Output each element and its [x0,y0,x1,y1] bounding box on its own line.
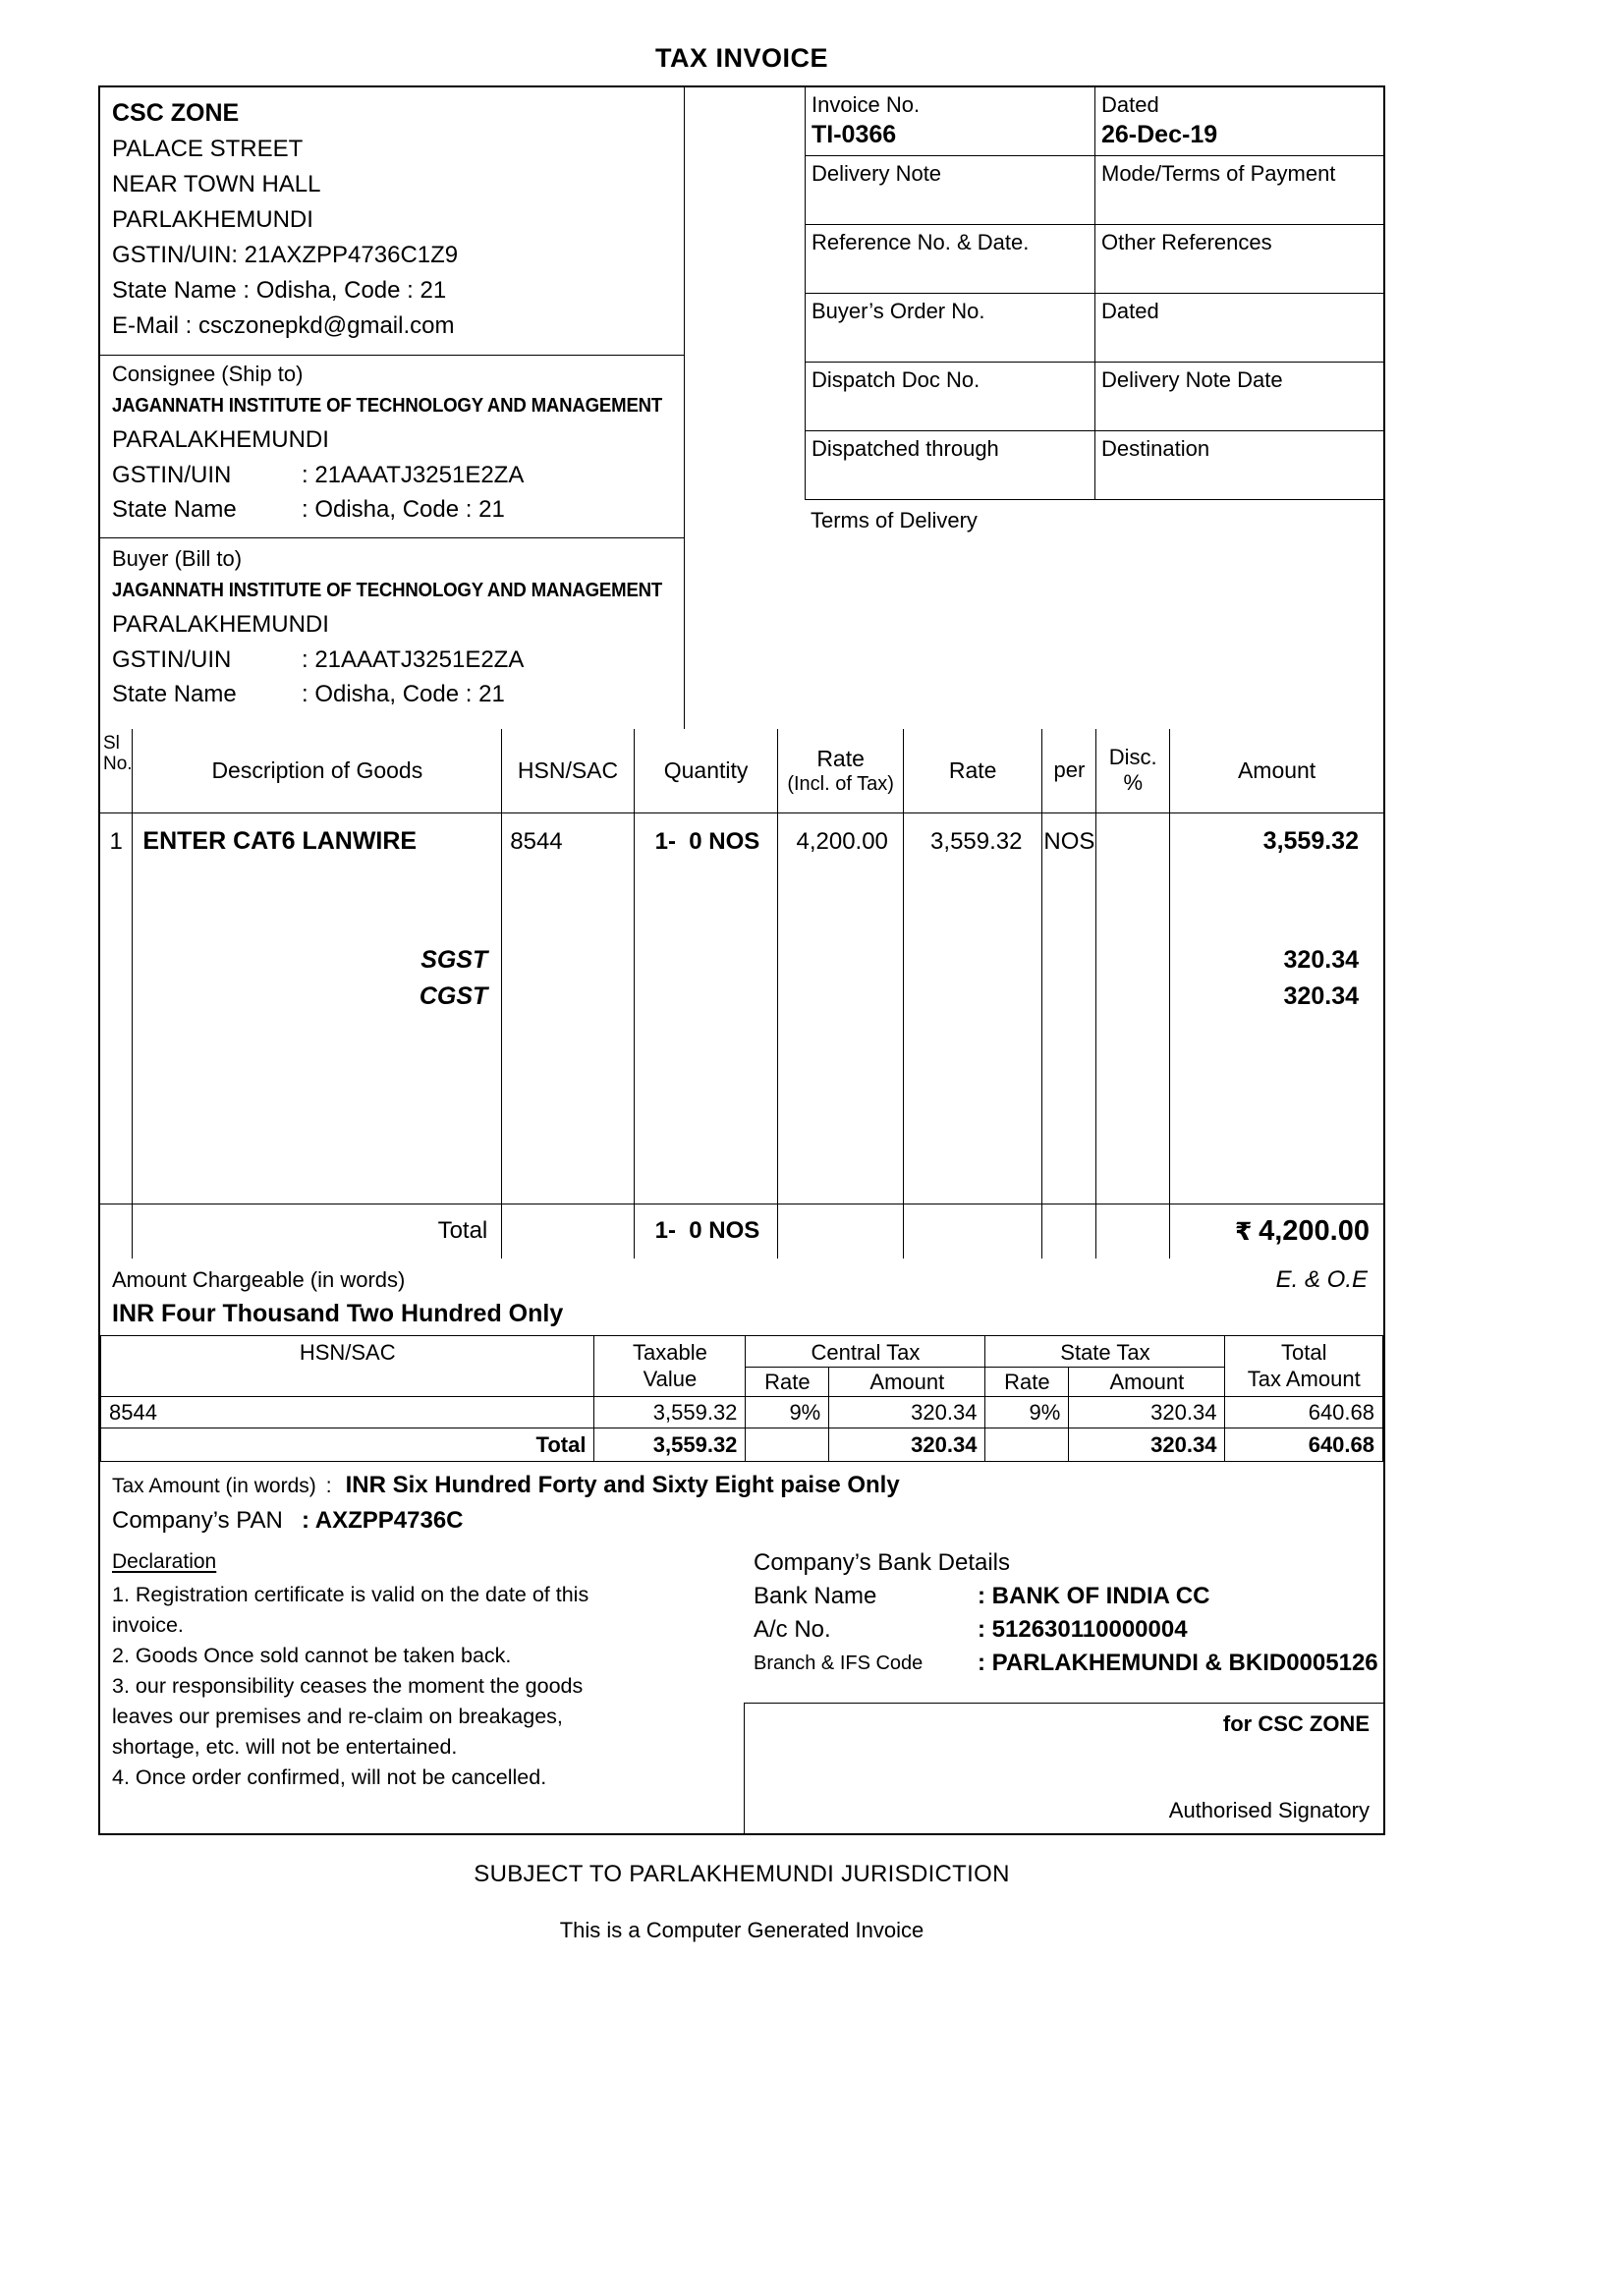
state-amount-header: Amount [1069,1368,1225,1397]
seller-gstin: GSTIN/UIN: 21AXZPP4736C1Z9 [112,242,459,268]
payment-terms-label: Mode/Terms of Payment [1101,161,1336,186]
central-amount-header: Amount [829,1368,985,1397]
eoe-note: E. & O.E [1275,1266,1368,1293]
dated-value: 26-Dec-19 [1101,121,1218,148]
consignee-city: PARALAKHEMUNDI [112,426,329,453]
top-gap [685,87,805,729]
description-header: Description of Goods [133,729,502,812]
state-rate: 9% [985,1397,1069,1428]
tax-line-name: SGST [420,945,488,974]
amount-chargeable-section [100,1259,1383,1335]
tax-words-section: Tax Amount (in words) : INR Six Hundred Forty and Sixty Eight paise Only Company’s PAN : AXZPP4736C [112,1472,900,1534]
per-header: per [1042,729,1096,812]
delivery-note-date-label: Delivery Note Date [1101,367,1283,392]
central-tax-header: Central Tax [746,1336,985,1368]
account-no-row: A/c No. : 512630110000004 [754,1616,1188,1643]
tax-hsn: 8544 [101,1397,594,1428]
dispatch-doc-label: Dispatch Doc No. [812,367,980,392]
state-amount: 320.34 [1069,1397,1225,1428]
item-rate: 3,559.32 [903,812,1042,1204]
buyer-state-label: State Name [112,681,237,707]
tax-summary-table [100,1335,1383,1462]
hsn-header: HSN/SAC [502,729,635,812]
rate-header: Rate [903,729,1042,812]
tax-line-name: CGST [419,981,488,1010]
declaration-item: 1. Registration certificate is valid on the date of this invoice. [112,1583,589,1637]
total-tax-header: Total Tax Amount [1225,1336,1383,1397]
consignee-gstin-value: : 21AAATJ3251E2ZA [302,462,525,488]
jurisdiction-note: SUBJECT TO PARLAKHEMUNDI JURISDICTION [474,1861,1010,1887]
consignee-state-value: : Odisha, Code : 21 [302,496,505,523]
buyer-gstin-row [112,643,672,677]
taxable-value-header: Taxable Value [594,1336,746,1397]
tax-total-row: Total 3,559.32 320.34 320.34 640.68 [101,1428,1383,1462]
other-references-label: Other References [1101,230,1272,254]
order-dated-label: Dated [1101,299,1159,323]
items-table [100,729,1383,1259]
amount-chargeable-label: Amount Chargeable (in words) [112,1267,406,1292]
buyer-block [100,538,684,729]
dispatched-through-label: Dispatched through [812,436,999,461]
page-title: TAX INVOICE [654,43,829,73]
taxable-value: 3,559.32 [594,1397,746,1428]
item-sl: 1 [109,827,123,855]
address-column [100,87,685,729]
tax-amount-words-label: Tax Amount (in words) [112,1475,316,1497]
consignee-name: JAGANNATH INSTITUTE OF TECHNOLOGY AND MANAGEMENT [112,395,663,417]
signature-box [744,1703,1383,1833]
grand-total-amount: 4,200.00 [1259,1214,1370,1247]
reference-label: Reference No. & Date. [812,230,1030,254]
item-amount: 3,559.32 [1262,826,1359,855]
tax-data-row [101,1397,1383,1428]
consignee-section-label: Consignee (Ship to) [112,362,304,386]
central-rate-header: Rate [746,1368,829,1397]
meta-row [805,431,1383,500]
amount-header: Amount [1170,729,1383,812]
declaration-block [100,1540,744,1833]
seller-name: CSC ZONE [112,99,240,127]
items-total-label: Total [133,1204,502,1259]
terms-of-delivery-label: Terms of Delivery [811,508,978,532]
buyer-state-value: : Odisha, Code : 21 [302,681,505,707]
branch-ifs-row: Branch & IFS Code : PARLAKHEMUNDI & BKID0005126 [754,1650,1378,1676]
items-total-quantity: 1- 0 NOS [634,1204,778,1259]
state-tax-header: State Tax [985,1336,1225,1368]
buyer-gstin-value: : 21AAATJ3251E2ZA [302,646,525,673]
items-header-row: Sl No. Description of Goods HSN/SAC Quantity Rate (Incl. of Tax) Rate per Disc. % Amount [100,729,1383,812]
invoice-document [98,43,1385,1943]
item-rate-incl: 4,200.00 [778,812,904,1204]
meta-row [805,363,1383,431]
seller-email: E-Mail : csczonepkd@gmail.com [112,312,455,339]
items-total-row [100,1204,1383,1259]
computer-generated-note: This is a Computer Generated Invoice [559,1918,924,1942]
consignee-block [100,356,684,538]
company-pan-label: Company’s PAN [112,1507,283,1534]
buyer-city: PARALAKHEMUNDI [112,611,329,638]
seller-address-line: NEAR TOWN HALL [112,171,321,197]
buyer-gstin-label: GSTIN/UIN [112,646,232,673]
item-description: ENTER CAT6 LANWIRE [142,826,418,855]
declaration-title: Declaration [112,1550,217,1573]
seller-state: State Name : Odisha, Code : 21 [112,277,447,304]
consignee-state-row [112,492,672,527]
for-company-text: for CSC ZONE [1222,1711,1370,1736]
central-amount: 320.34 [829,1397,985,1428]
total-tax-amount: 640.68 [1225,1397,1383,1428]
dated-label: Dated [1101,92,1159,117]
item-per: NOS [1042,812,1096,1204]
central-rate: 9% [746,1397,829,1428]
bank-name-row: Bank Name : BANK OF INDIA CC [754,1583,1210,1609]
invoice-no-label: Invoice No. [812,92,921,117]
tax-hsn-header: HSN/SAC [101,1336,594,1397]
destination-label: Destination [1101,436,1210,461]
seller-address-line: PALACE STREET [112,136,304,162]
item-row [100,812,1383,1204]
item-hsn: 8544 [502,812,635,1204]
company-pan-value: : AXZPP4736C [302,1507,464,1534]
tax-amount-in-words: INR Six Hundred Forty and Sixty Eight paise Only [345,1472,900,1498]
tax-header-row [101,1336,1383,1368]
consignee-state-label: State Name [112,496,237,523]
amount-in-words: INR Four Thousand Two Hundred Only [112,1300,564,1327]
bank-details-block [744,1540,1383,1703]
buyers-order-label: Buyer’s Order No. [812,299,985,323]
delivery-note-label: Delivery Note [812,161,942,186]
item-quantity: 1- 0 NOS [634,812,778,1204]
rate-incl-header: Rate (Incl. of Tax) [778,729,904,812]
seller-address-line: PARLAKHEMUNDI [112,206,313,233]
consignee-gstin-label: GSTIN/UIN [112,462,232,488]
consignee-gstin-row [112,458,672,492]
declaration-item: 2. Goods Once sold cannot be taken back. [112,1644,512,1667]
top-section [100,87,1383,729]
meta-row [805,156,1383,225]
state-rate-header: Rate [985,1368,1069,1397]
tax-line-amount: 320.34 [1283,945,1359,974]
quantity-header: Quantity [634,729,778,812]
invoice-no-value: TI-0366 [812,121,897,148]
currency-symbol: ₹ [1235,1217,1253,1246]
authorised-signatory-label: Authorised Signatory [1168,1798,1370,1822]
buyer-section-label: Buyer (Bill to) [112,546,243,571]
item-disc [1096,812,1170,1204]
bottom-section [100,1540,1383,1833]
bank-details-title: Company’s Bank Details [754,1549,1011,1576]
tax-line-amount: 320.34 [1283,981,1359,1010]
invoice-meta [805,87,1383,729]
declaration-item: 4. Once order confirmed, will not be cancelled. [112,1765,547,1789]
meta-row [805,294,1383,363]
declaration-item: 3. our responsibility ceases the moment the goods leaves our premises and re-claim on breakages, shortage, etc. will not be entertained. [112,1674,584,1759]
sl-header: Sl [103,733,120,754]
seller-block [100,87,684,356]
meta-row [805,225,1383,294]
invoice-frame [98,85,1385,1835]
buyer-name: JAGANNATH INSTITUTE OF TECHNOLOGY AND MANAGEMENT [112,580,663,601]
buyer-state-row [112,677,672,711]
tax-total-label: Total [101,1428,594,1462]
meta-row [805,87,1383,156]
disc-header: Disc. % [1096,729,1170,812]
